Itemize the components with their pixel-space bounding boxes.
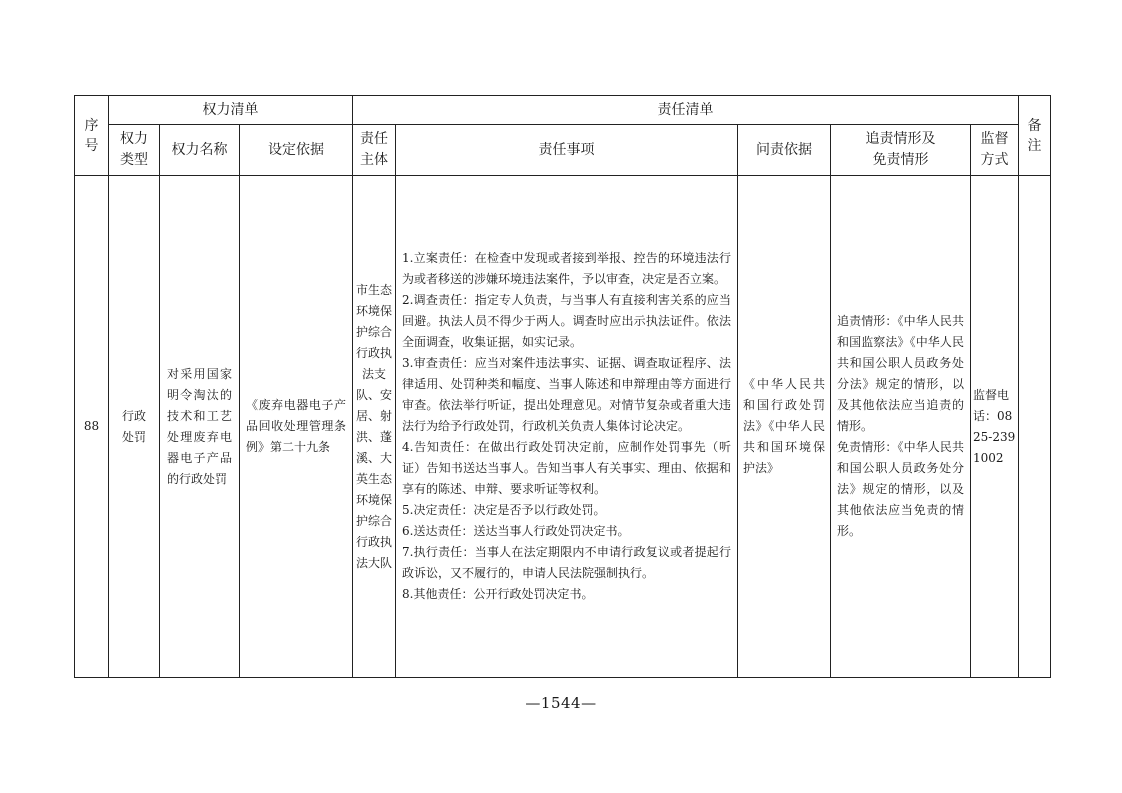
header-responsibility-list: 责任清单	[353, 96, 1019, 125]
header-power-name: 权力名称	[160, 125, 240, 176]
header-power-list: 权力清单	[109, 96, 353, 125]
row-subject: 市生态环境保护综合行政执法支队、安居、射洪、蓬溪、大英生态环境保护综合行政执法大队	[353, 176, 396, 678]
exemption-text: 免责情形：《中华人民共和国公职人员政务处分法》规定的情形，以及其他依法应当免责的情形。	[837, 440, 964, 538]
matter-item: 7.执行责任：当事人在法定期限内不申请行政复议或者提起行政诉讼，又不履行的，申请人民法院强制执行。	[402, 545, 731, 580]
matter-item: 5.决定责任：决定是否予以行政处罚。	[402, 503, 606, 517]
row-supervision: 监督电话：0825-2391002	[971, 176, 1019, 678]
header-basis: 设定依据	[240, 125, 353, 176]
header-power-type: 权力类型	[109, 125, 160, 176]
header-matters: 责任事项	[396, 125, 738, 176]
matters-list	[396, 248, 737, 605]
row-power-name: 对采用国家明令淘汰的技术和工艺处理废弃电器电子产品的行政处罚	[160, 176, 240, 678]
page-number: —1544—	[525, 694, 597, 712]
row-power-type: 行政处罚	[109, 176, 160, 678]
header-supervision: 监督方式	[971, 125, 1019, 176]
row-matters	[396, 176, 738, 678]
responsibility-table	[74, 95, 1051, 678]
header-remarks: 备注	[1019, 96, 1051, 176]
row-basis: 《废弃电器电子产品回收处理管理条例》第二十九条	[240, 176, 353, 678]
matter-item: 2.调查责任：指定专人负责，与当事人有直接利害关系的应当回避。执法人员不得少于两人。调查时应出示执法证件。依法全面调查，收集证据，如实记录。	[402, 293, 731, 349]
row-pursuit	[831, 176, 971, 678]
matter-item: 4.告知责任：在做出行政处罚决定前，应制作处罚事先（听证）告知书送达当事人。告知当事人有关事实、理由、依据和享有的陈述、申辩、要求听证等权利。	[402, 440, 731, 496]
row-remarks	[1019, 176, 1051, 678]
pursuit-text: 追责情形：《中华人民共和国监察法》《中华人民共和国公职人员政务处分法》规定的情形，以及其他依法应当追责的情形。	[837, 314, 964, 433]
row-seq: 88	[75, 176, 109, 678]
matter-item: 6.送达责任：送达当事人行政处罚决定书。	[402, 524, 630, 538]
matter-item: 3.审查责任：应当对案件违法事实、证据、调查取证程序、法律适用、处罚种类和幅度、当事人陈述和申辩理由等方面进行审查。依法举行听证，提出处理意见。对情节复杂或者重大违法行为给予行政处罚，行政机关负责人集体讨论决定。	[402, 356, 731, 433]
matter-item: 1.立案责任：在检查中发现或者接到举报、控告的环境违法行为或者移送的涉嫌环境违法案件，予以审查，决定是否立案。	[402, 251, 731, 286]
header-subject: 责任主体	[353, 125, 396, 176]
header-pursuit: 追责情形及免责情形	[831, 125, 971, 176]
matter-item: 8.其他责任：公开行政处罚决定书。	[402, 587, 594, 601]
header-accountability-basis: 问责依据	[738, 125, 831, 176]
row-accountability-basis: 《中华人民共和国行政处罚法》《中华人民共和国环境保护法》	[738, 176, 831, 678]
header-seq: 序号	[75, 96, 109, 176]
